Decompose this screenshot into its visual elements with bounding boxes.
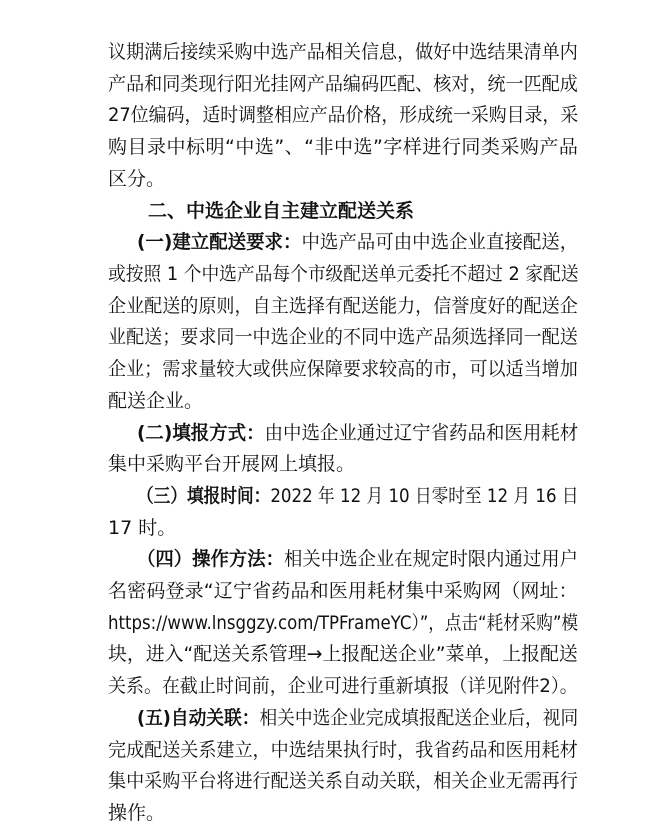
item1-line-3: 企业配送的原则，自主选择有配送能力，信誉度好的配送企 (108, 295, 578, 317)
item1-line-1 (137, 229, 578, 257)
item1-line-6: 配送企业。 (108, 390, 204, 412)
item1-label: (一)建立配送要求： (137, 231, 302, 253)
item3-text-1: 2022 年 12 月 10 日零时至 12 月 16 日 (270, 485, 579, 507)
para1-line-4: 购目录中标明“中选”、“非中选”字样进行同类采购产品 (108, 136, 579, 158)
item2-text-1: 由中选企业通过辽宁省药品和医用耗材 (264, 422, 579, 444)
item5-line-3: 集中采购平台将进行配送关系自动关联，相关企业无需再行 (108, 770, 578, 792)
item5-label: (五)自动关联： (137, 707, 260, 729)
item3-line-1 (137, 483, 579, 511)
item2-line-2: 集中采购平台开展网上填报。 (108, 453, 356, 475)
item1-line-4: 业配送；要求同一中选企业的不同中选产品须选择同一配送 (108, 326, 578, 348)
item4-line-5: 关系。在截止时间前，企业可进行重新填报（详见附件2）。 (108, 675, 578, 697)
item5-line-2: 完成配送关系建立，中选结果执行时，我省药品和医用耗材 (108, 739, 578, 761)
item4-line-2: 名密码登录“辽宁省药品和医用耗材集中采购网（网址： (108, 580, 578, 602)
item4-line-3: https://www.lnsggzy.com/TPFrameYC）”，点击“耗材采购”模 (108, 612, 579, 634)
item2-label: (二)填报方式： (137, 422, 265, 444)
item4-text-1: 相关中选企业在规定时限内通过用户 (283, 548, 578, 570)
para1-line-3: 27位编码，适时调整相应产品价格，形成统一采购目录，采 (108, 104, 579, 126)
item4-line-4: 块，进入“配送关系管理→上报配送企业”菜单，上报配送 (108, 643, 578, 665)
section-heading: 二、中选企业自主建立配送关系 (148, 200, 415, 222)
item4-label: （四）操作方法： (137, 548, 284, 570)
item3-label: （三）填报时间： (137, 485, 271, 507)
item3-line-2: 17 时。 (108, 517, 177, 539)
item5-text-1: 相关中选企业完成填报配送企业后，视同 (259, 707, 579, 729)
item5-line-1 (137, 705, 578, 733)
para1-line-1: 议期满后接续采购中选产品相关信息，做好中选结果清单内 (108, 41, 578, 63)
item1-line-2: 或按照 1 个中选产品每个市级配送单元委托不超过 2 家配送 (108, 263, 579, 285)
item2-line-1 (137, 420, 578, 448)
para1-line-2: 产品和同类现行阳光挂网产品编码匹配、核对，统一匹配成 (108, 73, 578, 95)
item4-line-1 (137, 546, 578, 574)
item1-line-5: 企业；需求量较大或供应保障要求较高的市，可以适当增加 (108, 358, 578, 380)
para1-line-5: 区分。 (108, 168, 166, 190)
item5-line-4: 操作。 (108, 802, 166, 824)
item1-text-1: 中选产品可由中选企业直接配送， (301, 231, 579, 253)
